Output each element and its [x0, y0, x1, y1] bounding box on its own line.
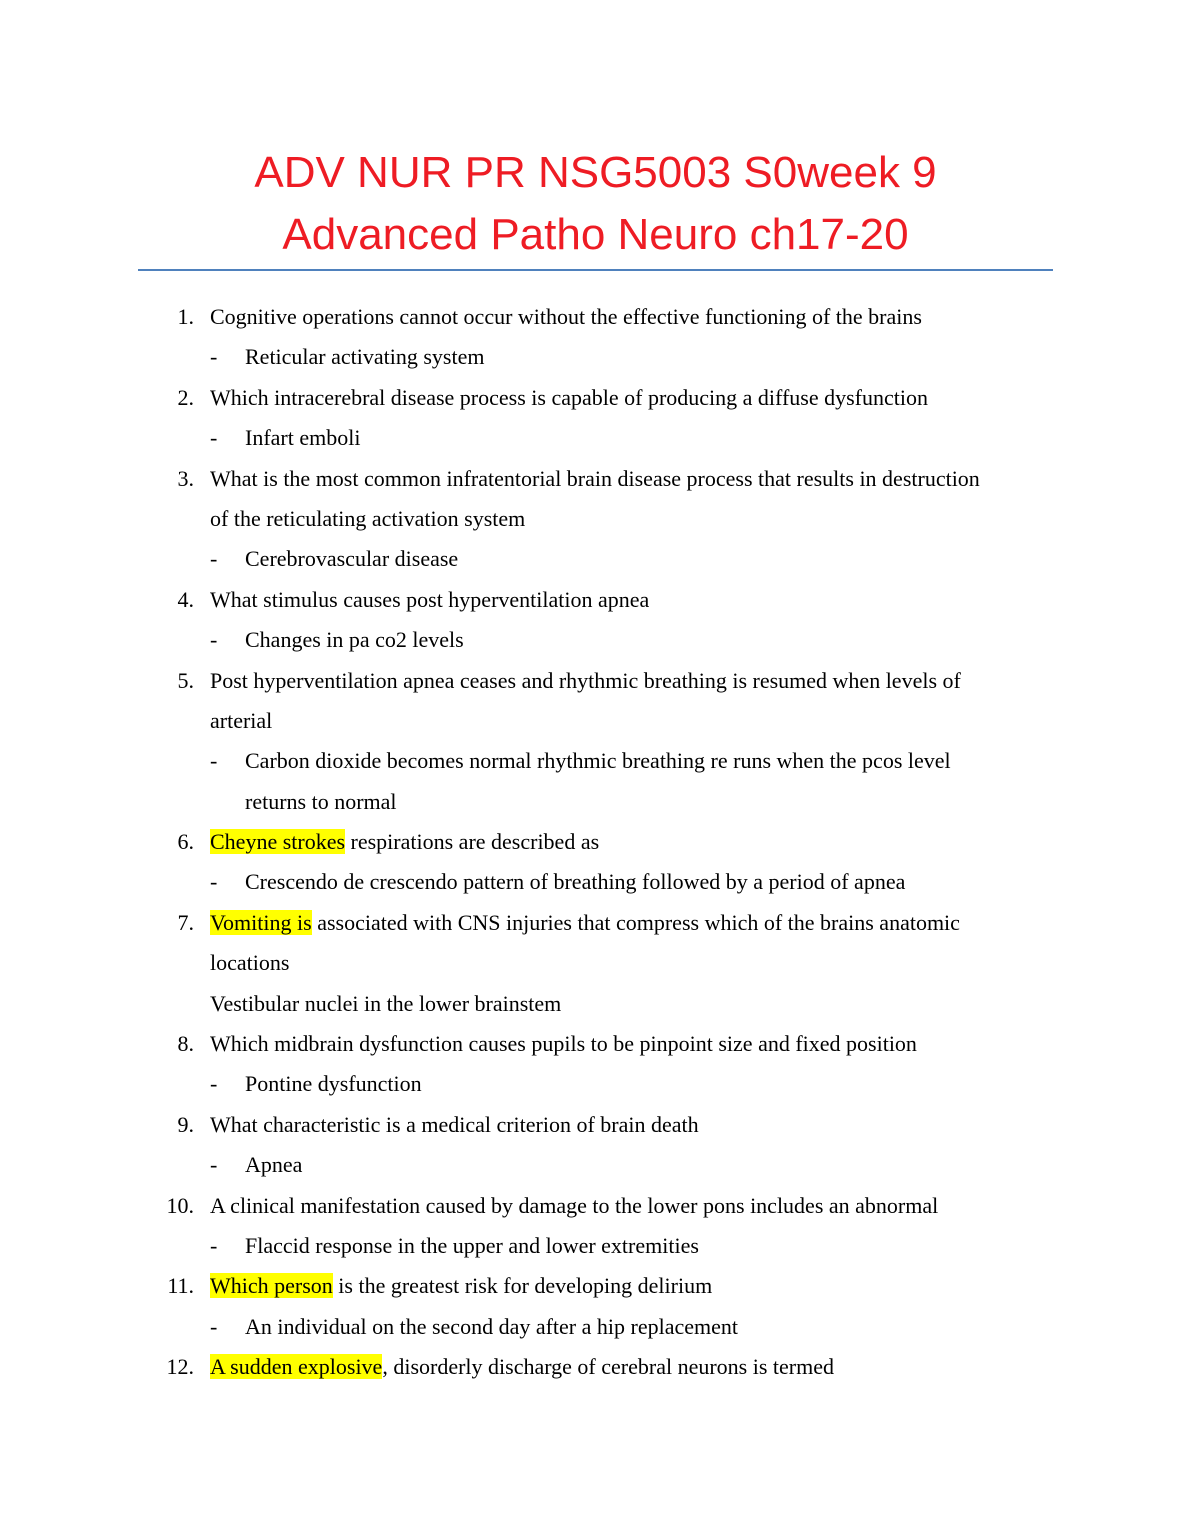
answer-dash: -: [210, 748, 218, 774]
question-text-continued: arterial: [210, 707, 273, 733]
answer-7: [0, 984, 1190, 1024]
title-line-1: ADV NUR PR NSG5003 S0week 9: [254, 148, 937, 197]
answer-dash: -: [210, 1232, 218, 1258]
question-4: [0, 580, 1190, 620]
question-text: [210, 903, 960, 943]
answer-text: Apnea: [245, 1152, 303, 1178]
page-title: [138, 142, 1053, 266]
question-2: [0, 378, 1190, 418]
answer-dash: -: [210, 1313, 218, 1339]
question-number: 5.: [177, 667, 194, 693]
answer-text: Flaccid response in the upper and lower extremities: [245, 1232, 699, 1258]
highlighted-text: Cheyne strokes: [210, 829, 346, 855]
answer-3: [0, 539, 1190, 579]
title-divider: [138, 269, 1053, 271]
question-text-rest: is the greatest risk for developing delirium: [332, 1273, 713, 1299]
question-text: Cognitive operations cannot occur without the effective functioning of the brains: [210, 304, 922, 329]
highlighted-text: Vomiting is: [210, 909, 312, 935]
question-text: What is the most common infratentorial brain disease process that results in destruction: [210, 465, 980, 491]
question-number: 1.: [177, 304, 194, 329]
question-1: [0, 297, 1190, 337]
question-list: [0, 297, 1190, 1388]
answer-text: Vestibular nuclei in the lower brainstem: [210, 990, 562, 1016]
answer-1: [0, 337, 1190, 377]
answer-2: [0, 418, 1190, 458]
question-number: 8.: [177, 1031, 194, 1057]
question-9: [0, 1105, 1190, 1145]
question-3-cont: [0, 499, 1190, 539]
highlighted-text: Which person: [210, 1273, 333, 1299]
answer-dash: -: [210, 1152, 218, 1178]
question-number: 12.: [166, 1354, 194, 1380]
question-text-rest: associated with CNS injuries that compress which of the brains anatomic: [311, 909, 960, 935]
answer-6: [0, 862, 1190, 902]
question-text: A clinical manifestation caused by damage to the lower pons includes an abnormal: [210, 1192, 939, 1218]
answer-dash: -: [210, 344, 218, 370]
answer-10: [0, 1226, 1190, 1266]
question-3: [0, 459, 1190, 499]
answer-dash: -: [210, 627, 218, 653]
answer-text: Infart emboli: [245, 425, 361, 451]
question-text: What characteristic is a medical criterion of brain death: [210, 1111, 699, 1137]
answer-dash: -: [210, 425, 218, 451]
question-10: [0, 1186, 1190, 1226]
question-7: [0, 903, 1190, 943]
question-5-cont: [0, 701, 1190, 741]
answer-11: [0, 1307, 1190, 1347]
answer-dash: -: [210, 869, 218, 895]
question-number: 9.: [177, 1111, 194, 1137]
question-text: Which intracerebral disease process is capable of producing a diffuse dysfunction: [210, 384, 928, 410]
answer-8: [0, 1064, 1190, 1104]
question-12: [0, 1347, 1190, 1387]
answer-text: An individual on the second day after a hip replacement: [245, 1313, 738, 1339]
question-number: 7.: [177, 909, 194, 935]
question-text-rest: , disorderly discharge of cerebral neurons is termed: [382, 1354, 834, 1380]
answer-dash: -: [210, 546, 218, 572]
answer-text: Changes in pa co2 levels: [245, 627, 464, 653]
question-text-continued: of the reticulating activation system: [210, 505, 526, 531]
question-11: [0, 1266, 1190, 1306]
answer-5: [0, 741, 1190, 781]
highlighted-text: A sudden explosive: [210, 1354, 383, 1380]
question-6: [0, 822, 1190, 862]
question-number: 2.: [177, 384, 194, 410]
question-number: 6.: [177, 829, 194, 855]
question-number: 3.: [177, 465, 194, 491]
question-text: What stimulus causes post hyperventilation apnea: [210, 586, 650, 612]
answer-4: [0, 620, 1190, 660]
answer-text: Cerebrovascular disease: [245, 546, 459, 572]
question-text-continued: locations: [210, 950, 290, 976]
question-number: 4.: [177, 586, 194, 612]
question-text: Which midbrain dysfunction causes pupils to be pinpoint size and fixed position: [210, 1031, 917, 1057]
answer-text: Carbon dioxide becomes normal rhythmic breathing re runs when the pcos level: [245, 748, 951, 774]
answer-dash: -: [210, 1071, 218, 1097]
question-text-rest: respirations are described as: [345, 829, 600, 855]
question-7-cont: [0, 943, 1190, 983]
answer-5-cont: [0, 782, 1190, 822]
question-number: 11.: [167, 1273, 194, 1299]
answer-text-continued: returns to normal: [245, 788, 397, 814]
question-text: Post hyperventilation apnea ceases and rhythmic breathing is resumed when levels of: [210, 667, 961, 693]
question-text: [210, 822, 599, 862]
question-text: [210, 1266, 712, 1306]
question-8: [0, 1024, 1190, 1064]
answer-text: Crescendo de crescendo pattern of breathing followed by a period of apnea: [245, 869, 906, 895]
answer-text: Reticular activating system: [245, 344, 485, 370]
question-5: [0, 661, 1190, 701]
answer-text: Pontine dysfunction: [245, 1071, 422, 1097]
title-line-2: Advanced Patho Neuro ch17-20: [282, 210, 909, 259]
question-text: [210, 1347, 834, 1387]
answer-9: [0, 1145, 1190, 1185]
question-number: 10.: [166, 1192, 194, 1218]
